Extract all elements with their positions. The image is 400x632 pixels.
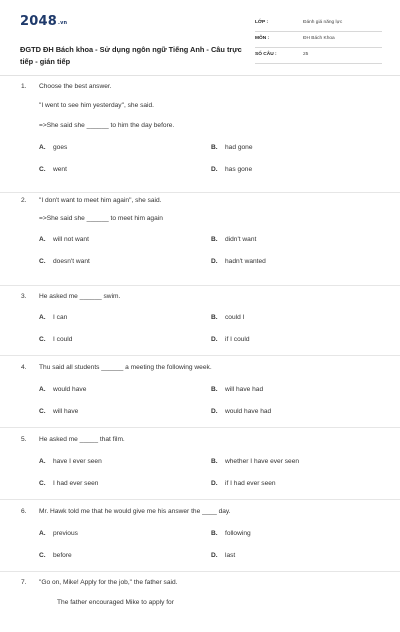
option-d[interactable] [211, 552, 235, 559]
meta-row-class [255, 18, 382, 32]
option-text: last [225, 552, 236, 559]
option-letter: C. [39, 258, 46, 265]
question-2 [0, 193, 400, 286]
meta-label: SỐ CÂU : [255, 52, 277, 57]
option-text: didn't want [225, 236, 257, 243]
question-number: 6. [21, 508, 27, 515]
option-text: had gone [225, 144, 253, 151]
question-text: He asked me ______ swim. [39, 293, 121, 300]
option-letter: D. [211, 552, 218, 559]
question-text: Choose the best answer. [39, 83, 112, 90]
option-letter: D. [211, 166, 218, 173]
worksheet-title: ĐGTD ĐH Bách khoa - Sử dụng ngôn ngữ Tiếng Anh - Câu trực tiếp - gián tiếp [20, 45, 242, 66]
option-letter: C. [39, 336, 46, 343]
option-letter: B. [211, 458, 218, 465]
option-text: would have had [225, 408, 272, 415]
meta-label: LỚP : [255, 20, 269, 25]
question-text: "Go on, Mike! Apply for the job," the father said. [39, 579, 178, 586]
question-text: Thu said all students ______ a meeting the following week. [39, 364, 212, 371]
question-5 [0, 428, 400, 500]
option-text: hadn't wanted [225, 258, 266, 265]
option-b[interactable] [211, 236, 256, 243]
option-b[interactable] [211, 458, 299, 465]
option-a[interactable] [39, 236, 89, 243]
option-letter: A. [39, 236, 46, 243]
question-3 [0, 286, 400, 356]
option-letter: B. [211, 530, 218, 537]
option-a[interactable] [39, 530, 78, 537]
option-d[interactable] [211, 258, 266, 265]
option-b[interactable] [211, 530, 251, 537]
question-text: He asked me _____ that film. [39, 436, 125, 443]
question-text: The father encouraged Mike to apply for [57, 599, 174, 606]
question-number: 3. [21, 293, 27, 300]
question-list [0, 76, 400, 632]
option-text: I had ever seen [53, 480, 99, 487]
option-letter: C. [39, 408, 46, 415]
option-text: before [53, 552, 72, 559]
option-letter: A. [39, 314, 46, 321]
option-letter: A. [39, 144, 46, 151]
option-c[interactable] [39, 408, 78, 415]
meta-label: MÔN : [255, 36, 270, 41]
option-c[interactable] [39, 258, 90, 265]
option-letter: B. [211, 144, 218, 151]
option-text: have I ever seen [53, 458, 102, 465]
option-letter: B. [211, 236, 218, 243]
option-text: goes [53, 144, 68, 151]
option-text: will have [53, 408, 79, 415]
option-text: will not want [53, 236, 89, 243]
logo-main: 2048 [20, 14, 57, 29]
question-number: 1. [21, 83, 27, 90]
option-a[interactable] [39, 386, 86, 393]
meta-value: 25 [303, 52, 309, 57]
option-letter: B. [211, 314, 218, 321]
question-number: 5. [21, 436, 27, 443]
option-a[interactable] [39, 458, 102, 465]
option-letter: D. [211, 258, 218, 265]
question-number: 7. [21, 579, 27, 586]
option-b[interactable] [211, 314, 244, 321]
option-letter: A. [39, 530, 46, 537]
question-text: =>She said she ______ to him the day before. [39, 122, 175, 129]
option-a[interactable] [39, 314, 67, 321]
option-letter: A. [39, 458, 46, 465]
meta-value: ĐH Bách Khoa [303, 36, 335, 41]
meta-row-count [255, 50, 382, 64]
option-d[interactable] [211, 166, 252, 173]
option-letter: C. [39, 166, 46, 173]
option-letter: A. [39, 386, 46, 393]
option-d[interactable] [211, 480, 276, 487]
logo-suffix: .vn [57, 20, 68, 26]
option-text: if I could [225, 336, 250, 343]
option-d[interactable] [211, 408, 271, 415]
option-c[interactable] [39, 166, 67, 173]
option-text: if I had ever seen [225, 480, 276, 487]
option-text: has gone [225, 166, 253, 173]
option-c[interactable] [39, 552, 72, 559]
option-text: I can [53, 314, 68, 321]
option-text: will have had [225, 386, 264, 393]
option-text: could I [225, 314, 245, 321]
question-text: "I don't want to meet him again", she said. [39, 197, 162, 204]
question-7 [0, 572, 400, 632]
question-6 [0, 500, 400, 572]
option-b[interactable] [211, 144, 253, 151]
option-text: went [53, 166, 67, 173]
option-c[interactable] [39, 336, 72, 343]
meta-row-subject [255, 34, 382, 48]
question-text: Mr. Hawk told me that he would give me his answer the ____ day. [39, 508, 231, 515]
option-text: would have [53, 386, 87, 393]
option-text: doesn't want [53, 258, 90, 265]
option-letter: B. [211, 386, 218, 393]
option-letter: C. [39, 480, 46, 487]
question-1 [0, 76, 400, 193]
question-4 [0, 356, 400, 428]
option-text: following [225, 530, 251, 537]
option-letter: D. [211, 480, 218, 487]
question-number: 2. [21, 197, 27, 204]
option-c[interactable] [39, 480, 98, 487]
option-text: whether I have ever seen [225, 458, 300, 465]
option-a[interactable] [39, 144, 67, 151]
option-text: previous [53, 530, 78, 537]
option-b[interactable] [211, 386, 263, 393]
question-text: =>She said she ______ to meet him again [39, 215, 163, 222]
option-letter: D. [211, 336, 218, 343]
worksheet-header [20, 14, 382, 76]
question-number: 4. [21, 364, 27, 371]
option-letter: C. [39, 552, 46, 559]
meta-value: Đánh giá năng lực [303, 20, 343, 25]
option-text: I could [53, 336, 73, 343]
option-d[interactable] [211, 336, 250, 343]
question-text: "I went to see him yesterday", she said. [39, 102, 154, 109]
option-letter: D. [211, 408, 218, 415]
worksheet-meta [255, 18, 382, 66]
